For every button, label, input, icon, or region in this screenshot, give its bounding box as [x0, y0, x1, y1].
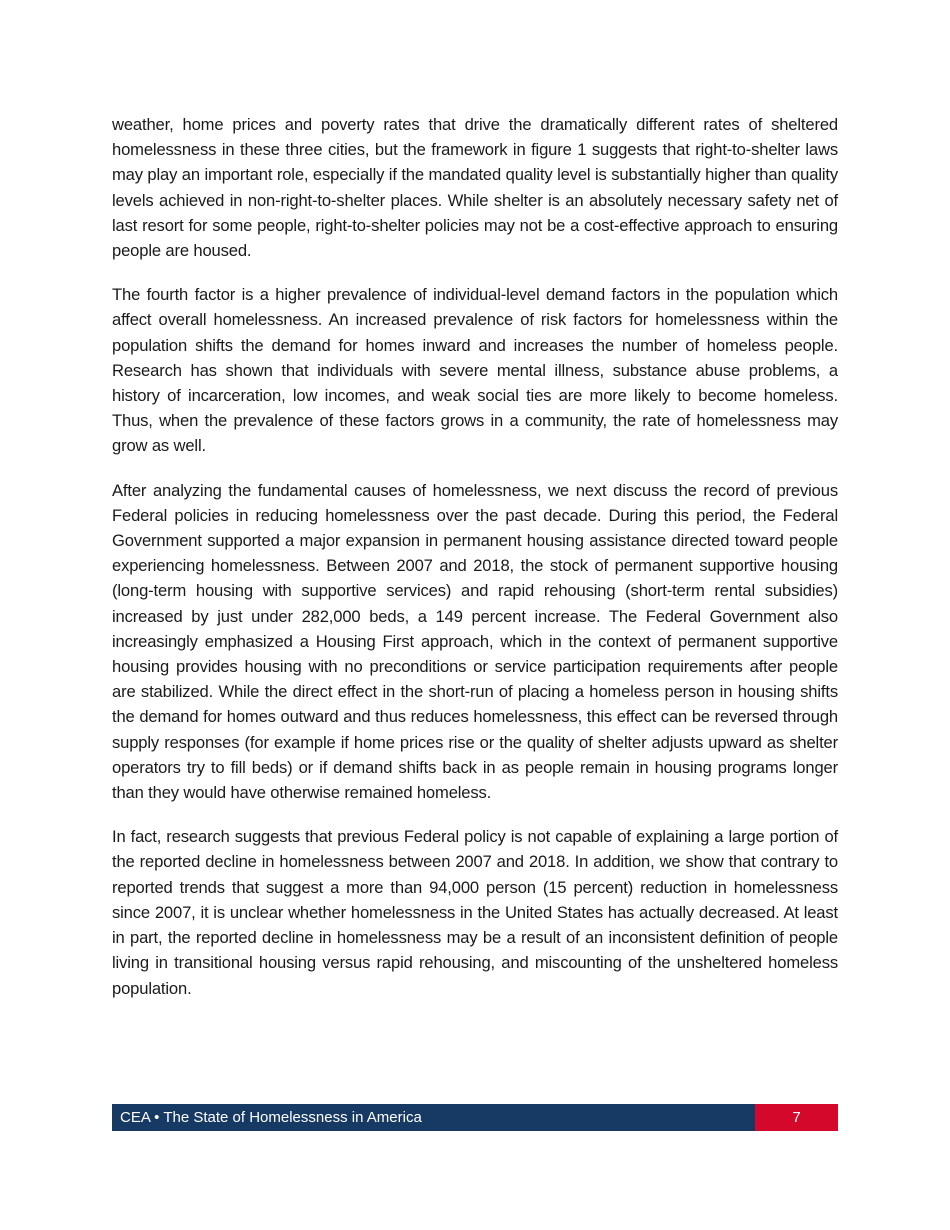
page-footer — [112, 1104, 838, 1131]
footer-title: CEA • The State of Homelessness in America — [112, 1104, 755, 1131]
body-text — [112, 112, 838, 1020]
paragraph-2: The fourth factor is a higher prevalence of individual-level demand factors in the population which affect overall homelessness. An increased prevalence of risk factors for homelessness within the population shifts the demand for homes inward and increases the number of homeless people. Research has shown that individuals with severe mental illness, substance abuse problems, a history of incarceration, low incomes, and weak social ties are more likely to become homeless. Thus, when the prevalence of these factors grows in a community, the rate of homelessness may grow as well. — [112, 285, 838, 456]
page-number: 7 — [755, 1104, 838, 1131]
paragraph-3: After analyzing the fundamental causes of homelessness, we next discuss the record of previous Federal policies in reducing homelessness over the past decade. During this period, the Federal Government supported a major expansion in permanent housing assistance directed toward people experiencing homelessness. Between 2007 and 2018, the stock of permanent supportive housing (long-term housing with supportive services) and rapid rehousing (short-term rental subsidies) increased by just under 282,000 beds, a 149 percent increase. The Federal Government also increasingly emphasized a Housing First approach, which in the context of permanent supportive housing provides housing with no preconditions or service participation requirements after people are stabilized. While the direct effect in the short-run of placing a homeless person in housing shifts the demand for homes outward and thus reduces homelessness, this effect can be reversed through supply responses (for example if home prices rise or the quality of shelter adjusts upward as shelter operators try to fill beds) or if demand shifts back in as people remain in housing programs longer than they would have otherwise remained homeless. — [112, 480, 838, 803]
paragraph-1: weather, home prices and poverty rates that drive the dramatically different rates of sheltered homelessness in these three cities, but the framework in figure 1 suggests that right-to-shelter laws may play an important role, especially if the mandated quality level is substantially higher than quality levels achieved in non-right-to-shelter places. While shelter is an absolutely necessary safety net of last resort for some people, right-to-shelter policies may not be a cost-effective approach to ensuring people are housed. — [112, 115, 838, 261]
paragraph-4: In fact, research suggests that previous Federal policy is not capable of explaining a large portion of the reported decline in homelessness between 2007 and 2018. In addition, we show that contrary to reported trends that suggest a more than 94,000 person (15 percent) reduction in homelessness since 2007, it is unclear whether homelessness in the United States has actually decreased. At least in part, the reported decline in homelessness may be a result of an inconsistent definition of people living in transitional housing versus rapid rehousing, and miscounting of the unsheltered homeless population. — [112, 827, 838, 998]
